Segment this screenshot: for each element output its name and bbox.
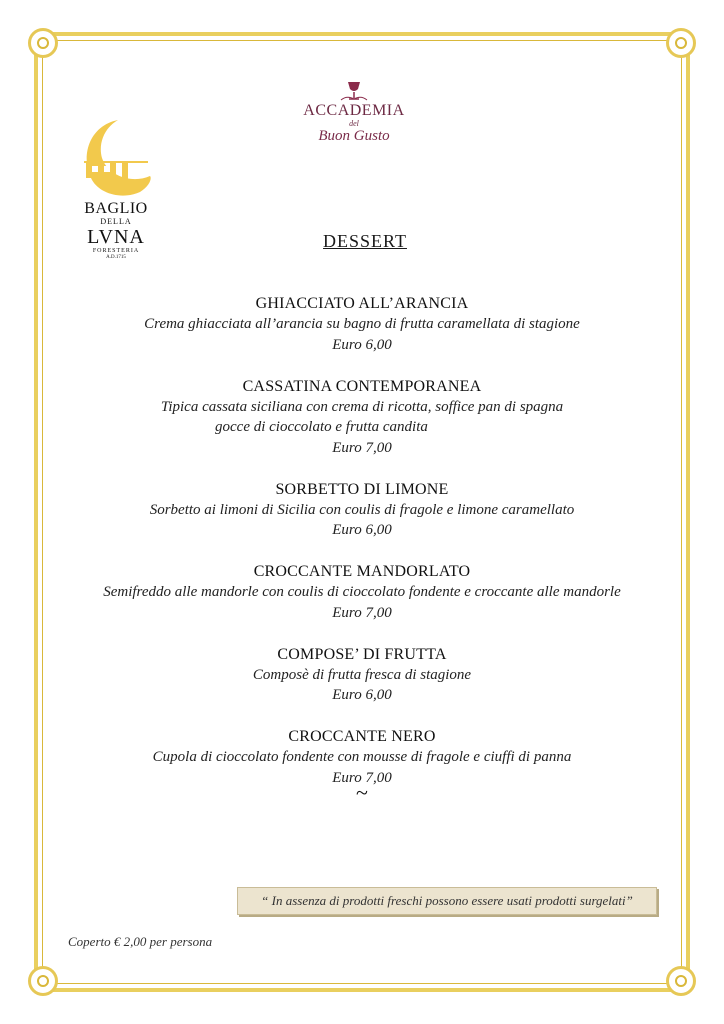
menu-item (60, 293, 664, 356)
crescent-moon-icon (78, 118, 152, 198)
menu-item (60, 376, 664, 459)
menu-item-price: Euro 7,00 (332, 439, 392, 456)
menu-item (60, 561, 664, 624)
menu-item-price: Euro 6,00 (332, 336, 392, 353)
menu-item-price: Euro 6,00 (332, 522, 392, 538)
menu-item-name: CROCCANTE NERO (288, 728, 436, 745)
menu-item-description: Cupola di cioccolato fondente con mousse di fragole e ciuffi di panna (152, 749, 572, 765)
corner-ornament-icon (28, 28, 58, 58)
accademia-subtitle: Buon Gusto (318, 128, 390, 144)
menu-item (60, 644, 664, 707)
wine-glass-icon (339, 80, 369, 102)
baglio-foresteria: FORESTERIA (92, 248, 140, 254)
accademia-del: del (349, 119, 359, 128)
corner-ornament-icon (28, 966, 58, 996)
menu-item-name: CASSATINA CONTEMPORANEA (242, 377, 482, 395)
cover-charge: Coperto € 2,00 per persona (68, 934, 213, 949)
baglio-luna: LVNA (87, 226, 145, 248)
menu-item-name: COMPOSE’ DI FRUTTA (277, 645, 447, 663)
menu-item-description: gocce di cioccolato e frutta candita (215, 419, 428, 435)
baglio-year: A.D.1715 (106, 255, 126, 260)
menu-item-price: Euro 7,00 (332, 604, 392, 621)
menu-item-description: Crema ghiacciata all’arancia su bagno di frutta caramellata di stagione (144, 316, 580, 332)
menu-item-description: Sorbetto ai limoni di Sicilia con coulis di fragole e limone caramellato (149, 501, 575, 518)
menu-item-name: GHIACCIATO ALL’ARANCIA (255, 295, 469, 312)
menu-item-name: CROCCANTE MANDORLATO (253, 563, 471, 580)
menu-item-price: Euro 7,00 (332, 769, 392, 786)
section-title (0, 231, 724, 252)
tilde-divider: ~ (356, 780, 368, 805)
section-title-text: DESSERT (323, 231, 407, 251)
corner-ornament-icon (666, 966, 696, 996)
menu-item-description: Tipica cassata siciliana con crema di ricotta, soffice pan di spagna (160, 398, 564, 415)
dessert-menu (60, 293, 664, 809)
frozen-products-notice: “ In assenza di prodotti freschi possono essere usati prodotti surgelati” (237, 887, 657, 915)
menu-item-name: SORBETTO DI LIMONE (275, 480, 449, 498)
menu-item-price: Euro 6,00 (332, 687, 392, 703)
menu-item-description: Composè di frutta fresca di stagione (252, 666, 472, 683)
menu-item (60, 479, 664, 542)
accademia-logo (292, 80, 416, 144)
corner-ornament-icon (666, 28, 696, 58)
accademia-title: ACCADEMIA (303, 102, 405, 119)
menu-item-description: Semifreddo alle mandorle con coulis di cioccolato fondente e croccante alle mandorle (103, 584, 621, 600)
baglio-della: DELLA (100, 217, 132, 226)
baglio-name: BAGLIO (84, 200, 148, 217)
